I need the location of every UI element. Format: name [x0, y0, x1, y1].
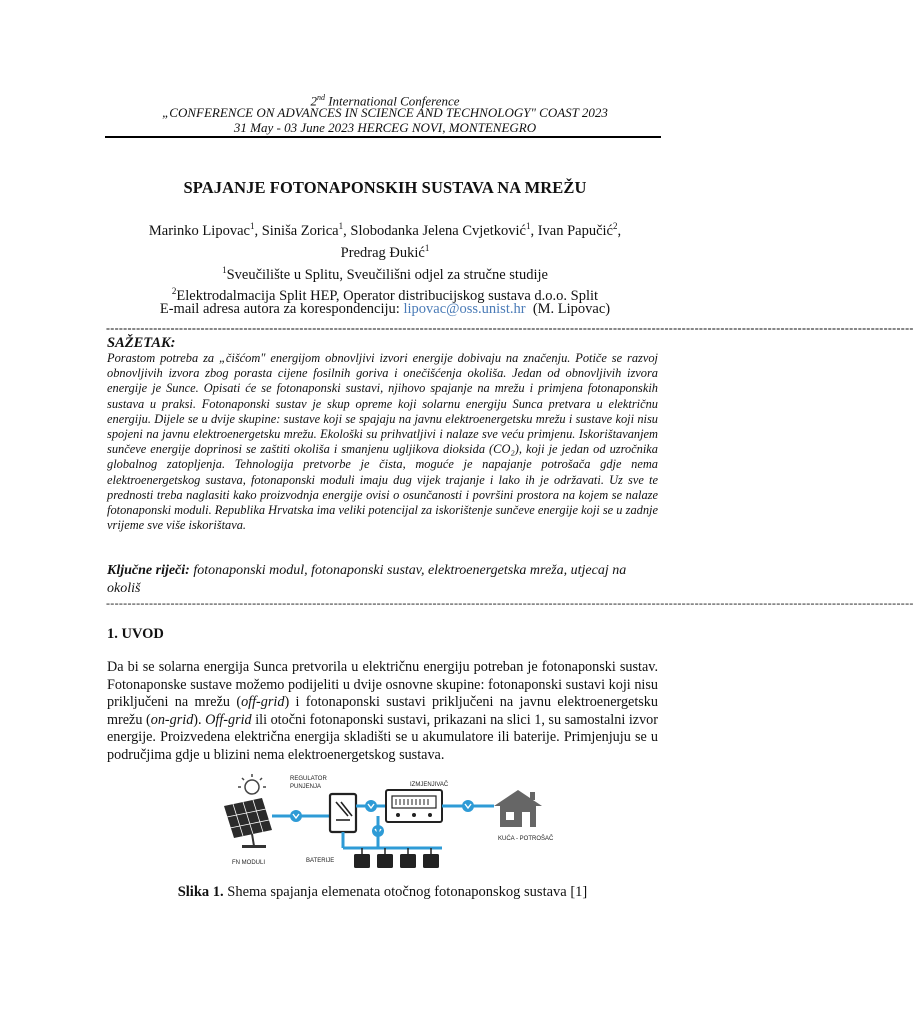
author: Marinko Lipovac	[148, 222, 250, 239]
connector-icon	[462, 800, 474, 812]
regulator-label-1: REGULATOR	[290, 776, 327, 782]
inverter-label: IZMJENJIVAČ	[410, 782, 449, 788]
conference-name: „CONFERENCE ON ADVANCES IN SCIENCE AND TECHNOLOGY" COAST 2023	[162, 105, 608, 120]
sun-icon	[238, 774, 266, 794]
author-line-1: Marinko Lipovac$^1$, Siniša Zorica$^1$, Slobodanka Jelena Cvjetković$^1$, Ivan Papučić$^2$,	[148, 221, 622, 239]
section-heading: 1. UVOD	[107, 626, 164, 642]
conference-dates: 31 May - 03 June 2023 HERCEG NOVI, MONTENEGRO	[233, 120, 537, 135]
house-icon	[494, 790, 542, 827]
system-diagram-figure	[218, 772, 566, 874]
connector-icon	[290, 810, 302, 822]
author: Siniša Zorica	[261, 222, 339, 239]
figure-caption: Slika 1. Shema spajanja elemenata otočnog fotonaponskog sustava [1]	[177, 884, 588, 900]
correspondence-email: E-mail adresa autora za korespondenciju: lipovac@oss.unist.hr (M. Lipovac)	[159, 301, 611, 317]
author-block	[105, 218, 665, 305]
abstract-text: Porastom potreba za „čišćom" energijom obnovljivi izvori energije dobivaju na značenju. Potiče se razvoj obnovljivih izvora zbog porasta cijene fosilnih goriva i onečišćenja okoliša. Jedan od obnovljivih izvora energije je Sunce. Opisati će se fotonaponski sustavi, njihovo spajanje na mrežu i primjena fotonaponskih sustava u praksi. Fotonaponski sustav je skup opreme koji solarnu energiju Sunca pretvara u električnu energiju. Dijele se u dvije skupine: sustave koji se spajaju na javnu elektroenergetsku mrežu i sustave koji nisu spojeni na javnu elektroenergetsku mrežu. Ekološki su prihvatljivi i nalaze sve veću primjenu. Iskorištavanjem sunčeve energije doprinosi se zaštiti okoliša i smanjenu ugljikova dioksida (CO₂), koji je jedan od uzročnika globalnog zatopljenja. Tehnologija pretvorbe je čista, moguće je napajanje potrošača gdje nema elektroenergetskog sustava, fotonaponski moduli imaju dug vijek trajanje i lako ih je održavati. Uz sve te prednosti treba naglasiti kako proizvodnja energije ovisi o osunčanosti i površini prostora na kojem se nalaze fotonaponski moduli. Republika Hrvatska ima veliki potencijal za iskorištenje sunčeve energije koji se u zadnje vrijeme sve više iskorištava.	[107, 351, 658, 533]
header-rule	[105, 136, 661, 138]
dash-separator-top: --------------------------------------------------------------------------------------------------------------------------------------------------------------------------------------------	[106, 321, 914, 335]
abstract-heading: SAŽETAK:	[107, 335, 176, 351]
regulator-label-2: PUNJENJA	[290, 784, 322, 790]
pv-label: FN MODULI	[232, 860, 265, 866]
author-line-2: Predrag Đukić$^1$	[340, 242, 430, 261]
keywords: Ključne riječi: fotonaponski modul, fotonaponski sustav, elektroenergetska mreža, utjecaj na okoliš	[107, 563, 627, 596]
charge-regulator-icon	[330, 794, 356, 832]
email-link[interactable]: lipovac@oss.unist.hr	[403, 301, 526, 317]
author: Ivan Papučić	[537, 222, 613, 239]
author: Predrag Đukić	[340, 244, 425, 261]
connector-icon	[365, 800, 377, 812]
paper-title: SPAJANJE FOTONAPONSKIH SUSTAVA NA MREŽU	[183, 178, 587, 197]
battery-bank-icon	[354, 848, 439, 868]
author: Slobodanka Jelena Cvjetković	[350, 222, 526, 239]
affiliation-1: $^1$Sveučilište u Splitu, Sveučilišni odjel za stručne studije	[222, 264, 548, 283]
pv-panel-icon	[224, 798, 272, 848]
dash-separator-bottom: --------------------------------------------------------------------------------------------------------------------------------------------------------------------------------------------	[106, 596, 914, 610]
conference-edition: 2nd International Conference	[310, 93, 460, 109]
battery-label: BATERIJE	[306, 858, 335, 864]
inverter-icon	[386, 790, 442, 822]
house-label: KUĆA - POTROŠAČ	[498, 836, 554, 842]
section-body: Da bi se solarna energija Sunca pretvorila u električnu energiju potreban je fotonaponski sustav. Fotonaponske sustave možemo podijeliti u dvije osnovne skupine: fotonaponski sustavi koji nisu priključeni na mrežu (off-grid) i fotonaponski sustavi priključeni na javnu elektroenergetsku mrežu (on-grid). Off-grid ili otočni fotonaponski sustavi, prikazani na slici 1, su samostalni izvor energije. Proizvedena električna energija skladišti se u akumulatore ili baterije. Primjenjuju se u područjima gdje u blizini nema elektroenergetskog sustava.	[107, 659, 658, 763]
affiliation-2: $^2$Elektrodalmacija Split HEP, Operator distribucijskog sustava d.o.o. Split	[171, 286, 599, 305]
